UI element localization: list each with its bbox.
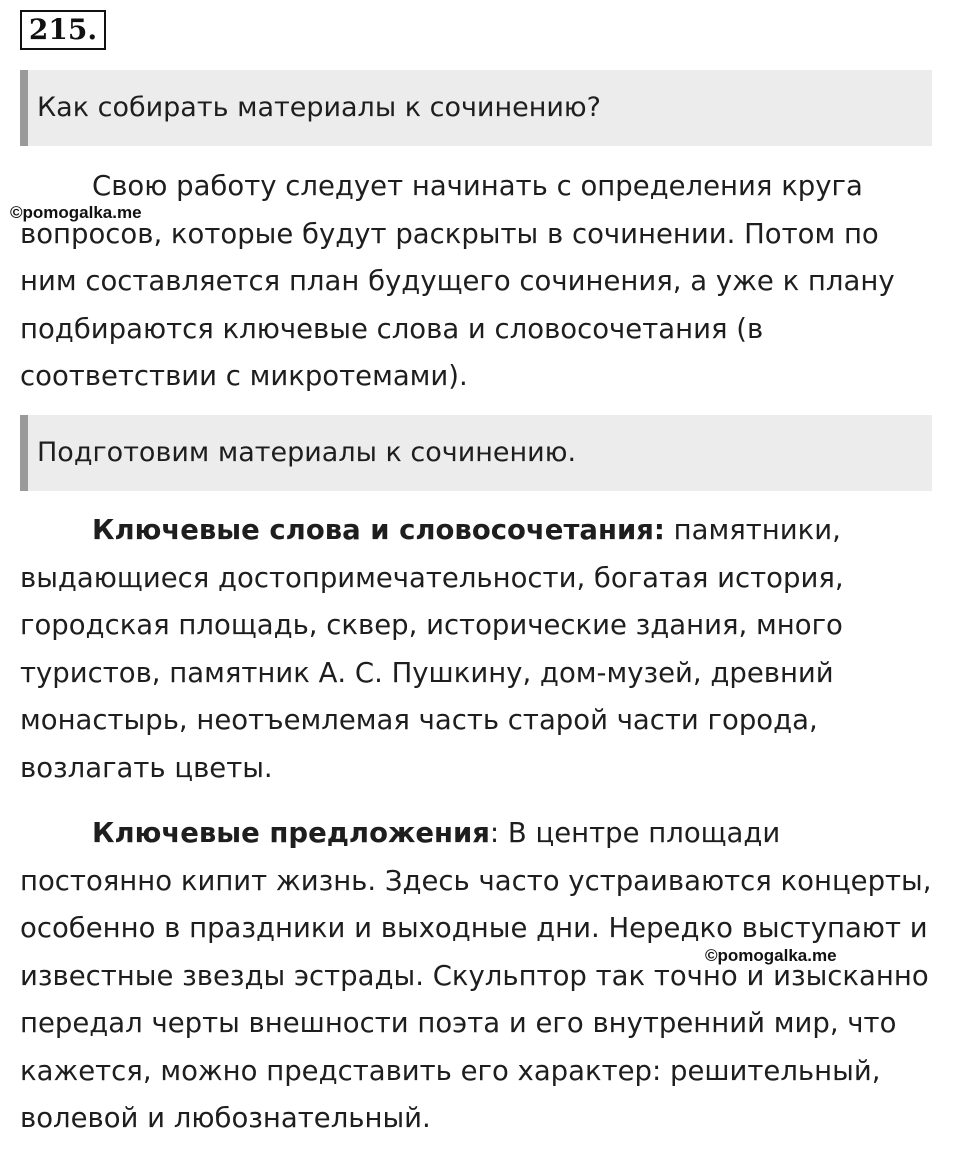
watermark-top: ©pomogalka.me xyxy=(10,203,142,222)
sentences-paragraph xyxy=(20,810,940,1143)
task-number: 215. xyxy=(20,10,106,50)
watermark-bottom: ©pomogalka.me xyxy=(705,946,837,965)
keywords-label: Ключевые слова и словосочетания: xyxy=(92,514,665,546)
sentences-text: : В центре площади постоянно кипит жизнь. Здесь часто устраиваются концерты, особенно в праздники и выходные дни. Нередко выступают и известные звезды эстрады. Скульптор так точно и изысканно передал черты внешности поэта и его внутренний мир, что кажется, можно представить его характер: решительный, волевой и любознательный. xyxy=(20,817,932,1134)
answer-paragraph-1: Свою работу следует начинать с определения круга вопросов, которые будут раскрыты в сочинении. Потом по ним составляется план будущего сочинения, а уже к плану подбираются ключевые слова и словосочетания (в соответствии с микротемами). xyxy=(20,170,895,392)
question-heading-2: Подготовим материалы к сочинению. xyxy=(20,415,932,491)
keywords-paragraph xyxy=(20,507,940,792)
question-heading-1: Как собирать материалы к сочинению? xyxy=(20,70,932,146)
keywords-text: памятники, выдающиеся достопримечательности, богатая история, городская площадь, сквер, исторические здания, много туристов, памятник А. С. Пушкину, дом-музей, древний монастырь, неотъемлемая часть старой части города, возлагать цветы. xyxy=(20,514,844,784)
sentences-label: Ключевые предложения xyxy=(92,817,490,849)
